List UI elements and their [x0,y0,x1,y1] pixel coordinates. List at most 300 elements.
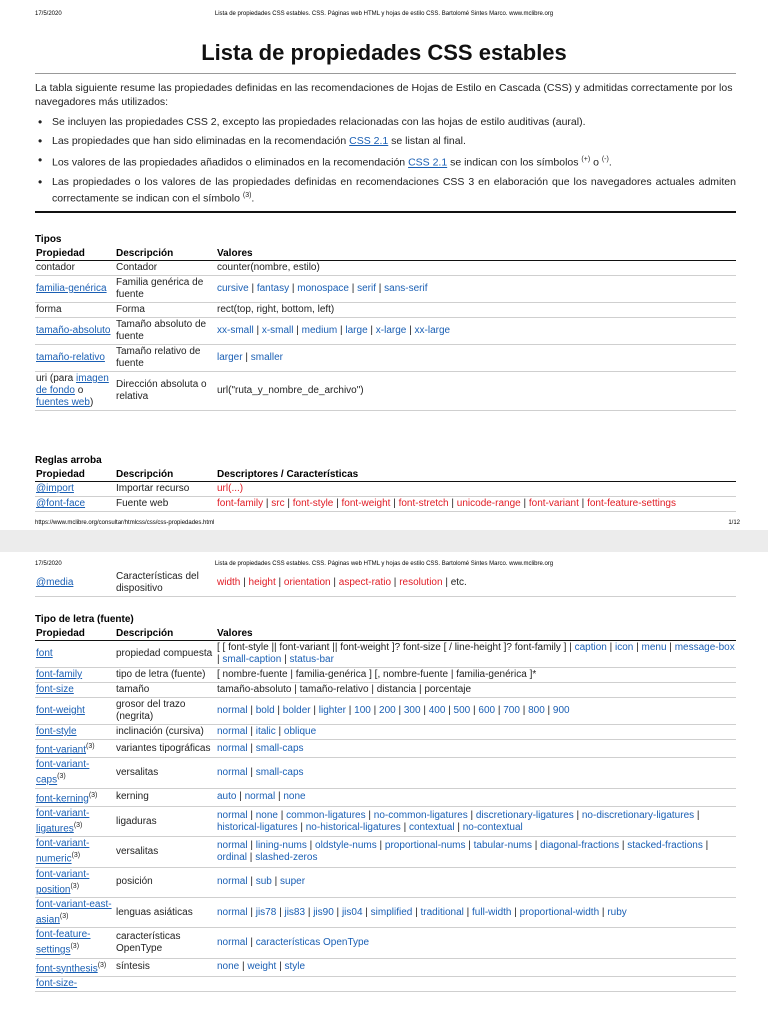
description-cell: variantes tipográficas [115,740,216,758]
value-token[interactable]: auto [217,791,237,803]
value-separator: | [511,906,520,918]
description-cell: grosor del trazo (negrita) [115,698,216,725]
table-row [35,668,736,683]
value-separator: | [333,498,342,509]
value-separator: | [247,809,256,821]
value-token[interactable]: xx-small [217,325,254,336]
property-link[interactable]: @import [36,483,74,494]
value-separator: | [306,839,316,851]
value-token[interactable]: 700 [503,705,520,716]
values-cell [216,976,736,991]
col-header: Descripción [115,468,216,482]
value-token[interactable]: 300 [403,705,421,716]
value-token[interactable]: oldstyle-nums [315,839,377,851]
value-token[interactable]: bold [255,705,275,716]
value-token[interactable]: height [248,577,276,588]
values-cell: rect(top, right, bottom, left) [216,303,736,318]
value-token[interactable]: bolder [282,705,311,716]
value-token[interactable]: menu [641,642,667,653]
value-token[interactable]: serif [357,283,377,294]
values-cell [216,806,736,836]
property-link[interactable]: tamaño-relativo [36,352,105,363]
value-token[interactable]: no-contextual [462,821,523,833]
property-name-cell [35,570,115,597]
css3-marker: (3) [86,743,95,750]
col-header: Descripción [115,247,216,261]
value-token[interactable]: none [283,791,306,803]
value-separator: | [348,283,358,294]
value-token[interactable]: jis90 [313,906,334,918]
value-token[interactable]: common-ligatures [286,809,366,821]
values-cell [216,318,736,345]
value-token[interactable]: normal [217,705,248,716]
value-separator: | [391,577,400,588]
value-token[interactable]: status-bar [289,654,334,665]
print-date: 17/5/2020 [35,11,62,17]
description-cell: ligaduras [115,806,216,836]
value-token[interactable]: aspect-ratio [338,577,392,588]
value-token[interactable]: no-common-ligatures [373,809,468,821]
description-cell: Forma [115,303,216,318]
value-token[interactable]: no-historical-ligatures [305,821,401,833]
table-row [35,928,736,958]
tipos-table [35,247,736,411]
value-token[interactable]: proportional-nums [384,839,466,851]
description-cell: Importar recurso [115,482,216,497]
value-token[interactable]: 900 [552,705,570,716]
table-row [35,641,736,668]
value-token[interactable]: normal [217,742,248,754]
value-separator: | [247,766,256,778]
value-separator: | [293,325,302,336]
table-row [35,897,736,927]
table-row [35,303,736,318]
value-token[interactable]: font-stretch [398,498,449,509]
value-separator: | [239,961,248,973]
property-link[interactable]: @font-face [36,498,86,509]
property-name-cell [35,641,115,668]
value-token[interactable]: width [217,577,241,588]
tipos-section [35,233,736,411]
property-link[interactable]: font-kerning [36,792,89,804]
value-token[interactable]: 600 [478,705,496,716]
description-cell: posición [115,867,216,897]
value-token[interactable]: ordinal [217,851,248,863]
table-row [35,698,736,725]
description-cell: Tamaño relativo de fuente [115,345,216,372]
value-token[interactable]: none [217,961,240,973]
value-token[interactable]: message-box [674,642,735,653]
values-cell [216,928,736,958]
description-cell: Características del dispositivo [115,570,216,597]
property-link[interactable]: font-variant-caps [36,759,90,786]
value-separator: | [275,577,284,588]
value-separator: | [297,821,306,833]
col-header: Propiedad [35,468,115,482]
description-cell: Fuente web [115,497,216,512]
value-separator: | [445,705,454,716]
table-row [35,261,736,276]
table-row [35,276,736,303]
description-cell [115,976,216,991]
property-link[interactable]: imagen de fondo [36,373,109,396]
property-name: contador [36,262,75,273]
value-token[interactable]: jis83 [284,906,306,918]
value-token[interactable]: tabular-nums [473,839,533,851]
value-token[interactable]: cursive [217,283,249,294]
table-row [35,497,736,512]
property-link[interactable]: font-variant [36,744,87,756]
print-date: 17/5/2020 [35,561,62,567]
value-separator: | [247,742,256,754]
property-link[interactable]: font-size [36,684,74,695]
value-token[interactable]: small-caps [255,766,304,778]
value-token[interactable]: x-large [375,325,407,336]
value-separator: | [263,498,272,509]
value-token[interactable]: normal [244,791,276,803]
note-item: • Las propiedades que han sido eliminadas en la recomendación CSS 2.1 se listan al final. [52,134,736,148]
value-token[interactable]: caption [574,642,607,653]
property-link[interactable]: fuentes web [36,397,90,408]
property-name-cell [35,740,115,758]
css3-marker: (3) [70,882,80,890]
value-separator: | [337,325,346,336]
value-separator: | [367,325,376,336]
value-token[interactable]: 400 [428,705,446,716]
value-token[interactable]: xx-large [414,325,451,336]
value-token[interactable]: full-width [472,906,512,918]
css21-link[interactable]: CSS 2.1 [408,156,448,169]
value-token[interactable]: ruby [607,906,627,918]
value-separator: | [666,642,675,653]
value-token[interactable]: monospace [297,283,349,294]
value-token[interactable]: 500 [453,705,471,716]
value-separator: | [247,906,256,918]
value-token[interactable]: font-style [292,498,334,509]
table-row [35,976,736,991]
value-separator: | [370,705,380,716]
value-separator: | [395,705,404,716]
note-item: • Las propiedades o los valores de las propiedades definidas en recomendaciones CSS 3 en elaboración que los navegadores actuales admiten correctamente se indican con el símbolo $^{(3)}$. [52,175,736,206]
value-separator: | [275,726,284,737]
table-row [35,867,736,897]
value-token[interactable]: normal [217,936,248,948]
values-cell [216,958,736,976]
value-separator: | [694,809,700,821]
value-token[interactable]: slashed-zeros [255,851,318,863]
value-separator: | [573,809,582,821]
value-separator: | [276,961,285,973]
value-separator: | [470,705,479,716]
property-link[interactable]: @media [36,577,74,588]
property-link[interactable]: font-synthesis [36,962,98,974]
property-name-cell [35,345,115,372]
css3-marker: (3) [59,912,69,920]
value-separator: | [236,791,245,803]
value-separator: | [406,325,415,336]
value-separator: | [544,705,553,716]
description-cell: Tamaño absoluto de fuente [115,318,216,345]
description-cell: kerning [115,788,216,806]
values-cell [216,698,736,725]
property-name-cell [35,668,115,683]
values-cell: width | height | orientation | aspect-ratio | resolution | etc. [216,570,736,597]
value-token[interactable]: unicode-range [456,498,521,509]
values-cell: [ [ font-style || font-variant || font-weight ]? font-size [ / line-height ]? font-family ] | caption | icon | menu | message-box | small-caption | status-bar [216,641,736,668]
value-token[interactable]: weight [247,961,277,973]
notes-list [52,115,736,210]
value-token[interactable]: características OpenType [255,936,370,948]
value-token[interactable]: 200 [379,705,396,716]
value-token[interactable]: small-caps [255,742,304,754]
value-token[interactable]: diagonal-fractions [540,839,620,851]
value-separator: | [463,906,473,918]
value-token[interactable]: fantasy [256,283,290,294]
value-token[interactable]: normal [217,766,248,778]
table-row [35,345,736,372]
property-name-cell [35,958,115,976]
value-token[interactable]: 100 [354,705,371,716]
value-token[interactable]: larger [217,352,243,363]
property-name-cell [35,867,115,897]
table-row [35,806,736,836]
value-separator: | [305,906,314,918]
value-separator: | [376,839,385,851]
value-token[interactable]: normal [217,876,248,888]
property-link[interactable]: font-weight [36,705,85,716]
value-separator: | [578,498,588,509]
value-token[interactable]: font-family [217,498,264,509]
print-page-number: 1/12 [728,520,740,526]
title-divider [35,73,736,74]
value-separator: | [247,936,256,948]
col-header: Propiedad [35,627,115,641]
col-header: Descripción [115,627,216,641]
description-cell: tipo de letra (fuente) [115,668,216,683]
property-link[interactable]: font-family [36,669,83,680]
print-header [0,8,768,22]
note-item: • Los valores de las propiedades añadidos o eliminados en la recomendación CSS 2.1 se indican con los símbolos (+) o (-). [52,153,736,170]
print-url: https://www.mclibre.org/consultar/htmlcss/css/css-propiedades.html [35,520,215,526]
value-separator: | [284,498,293,509]
value-token[interactable]: jis78 [255,906,277,918]
intro-paragraph: La tabla siguiente resume las propiedades definidas en las recomendaciones de Hojas de Estilo en Cascada (CSS) y admitidas correctamente por los navegadores más utilizados: [35,82,733,108]
values-cell [216,740,736,758]
fuente-table [35,627,736,992]
css3-marker: (3) [71,852,81,860]
value-separator: | [365,809,374,821]
description-cell: Contador [115,261,216,276]
property-name-cell [35,928,115,958]
value-token[interactable]: 800 [528,705,545,716]
value-token[interactable]: normal [217,809,248,821]
values-cell [216,497,736,512]
property-name-cell [35,897,115,927]
value-separator: | [448,498,457,509]
property-link[interactable]: font-style [36,726,77,737]
values-cell [216,345,736,372]
value-token[interactable]: icon [615,642,634,653]
value-separator: | [420,705,429,716]
value-token[interactable]: lighter [318,705,347,716]
value-token[interactable]: stacked-fractions [627,839,703,851]
value-separator: | [390,498,399,509]
property-link[interactable]: font-variant-numeric [36,838,90,865]
value-separator: | [247,726,256,737]
property-name-cell [35,261,115,276]
reglas-table-continued [35,570,736,597]
value-token[interactable]: sans-serif [384,283,428,294]
reglas-continued [35,570,736,597]
css3-marker: (3) [57,773,66,781]
value-separator: | [276,906,285,918]
value-separator: | [289,283,298,294]
value-token[interactable]: historical-ligatures [217,821,298,833]
value-token[interactable]: style [284,961,306,973]
values-cell [216,276,736,303]
property-link[interactable]: font-size- [36,977,78,989]
property-name-cell: uri (para imagen de fondo o fuentes web) [35,372,115,411]
value-token[interactable]: simplified [370,906,413,918]
value-separator: | [247,839,256,851]
table-row [35,758,736,788]
property-link[interactable]: font-variant-position [36,868,90,895]
print-title: Lista de propiedades CSS estables. CSS. Páginas web HTML y hojas de estilo CSS. Bartolomé Sintes Marco. www.mclibre.org [214,11,554,17]
value-separator: | [310,705,319,716]
value-token[interactable]: font-variant [528,498,579,509]
property-name-cell [35,725,115,740]
value-token[interactable]: src [271,498,285,509]
value-token[interactable]: lining-nums [255,839,307,851]
values-cell [216,837,736,867]
value-separator: | [412,906,421,918]
value-token[interactable]: super [280,876,306,888]
property-link[interactable]: tamaño-absoluto [36,325,111,336]
value-token[interactable]: large [345,325,368,336]
value-token[interactable]: orientation [283,577,331,588]
table-row [35,725,736,740]
property-link[interactable]: font [36,648,53,659]
section-title: Tipo de letra (fuente) [35,614,134,625]
value-token[interactable]: discretionary-ligatures [475,809,574,821]
page-gap [0,530,768,552]
values-cell: counter(nombre, estilo) [216,261,736,276]
property-link[interactable]: font-variant-ligatures [36,807,90,835]
value-token[interactable]: small-caption [222,654,282,665]
property-name-cell [35,683,115,698]
values-cell: url("ruta_y_nombre_de_archivo") [216,372,736,411]
value-separator: | [242,352,251,363]
value-separator: | [400,821,409,833]
value-token[interactable]: medium [301,325,338,336]
section-title: Reglas arroba [35,455,102,466]
value-separator: | [247,876,256,888]
value-token[interactable]: x-small [261,325,294,336]
value-separator: | [532,839,541,851]
property-link[interactable]: font-variant-east-asian [36,898,112,926]
table-row [35,837,736,867]
value-token[interactable]: contextual [408,821,455,833]
property-name-cell [35,698,115,725]
value-token[interactable]: sub [255,876,272,888]
value-separator: | [495,705,504,716]
property-name-cell [35,976,115,991]
value-token[interactable]: no-discretionary-ligatures [581,809,695,821]
value-separator: | [519,705,529,716]
value-token[interactable]: normal [217,906,248,918]
property-link[interactable]: familia-genérica [36,283,107,294]
value-separator: | [253,325,262,336]
css3-marker: (3) [88,791,98,799]
note-item: • Se incluyen las propiedades CSS 2, excepto las propiedades relacionadas con las hojas de estilo auditivas (aural). [52,115,736,129]
print-footer [0,518,768,530]
value-separator: | [619,839,628,851]
section-title: Tipos [35,234,62,245]
property-name-cell [35,303,115,318]
values-cell [216,758,736,788]
description-cell: versalitas [115,758,216,788]
pdf-page-2 [0,552,768,1024]
value-token[interactable]: none [255,809,278,821]
value-token[interactable]: font-feature-settings [587,498,676,509]
value-token[interactable]: url(...) [217,483,244,494]
css3-marker: (3) [97,961,107,969]
print-title: Lista de propiedades CSS estables. CSS. Páginas web HTML y hojas de estilo CSS. Bartolomé Sintes Marco. www.mclibre.org [214,561,554,567]
value-separator: | [271,876,281,888]
description-cell: síntesis [115,958,216,976]
css21-link[interactable]: CSS 2.1 [349,135,389,147]
table-row [35,740,736,758]
value-token[interactable]: traditional [420,906,464,918]
value-separator: | [240,577,249,588]
section-divider [35,211,736,213]
value-token[interactable]: resolution [399,577,443,588]
property-link[interactable]: font-feature-settings [36,929,91,956]
value-token[interactable]: font-weight [341,498,391,509]
property-name-cell [35,788,115,806]
value-separator: | [520,498,529,509]
value-separator: | [467,809,476,821]
description-cell: características OpenType [115,928,216,958]
property-name-cell [35,758,115,788]
description-cell: tamaño [115,683,216,698]
value-token[interactable]: italic [255,726,276,737]
css3-marker: (3) [70,943,80,951]
value-separator: | [454,821,463,833]
value-separator: | [333,906,342,918]
description-cell: inclinación (cursiva) [115,725,216,740]
value-separator: | [702,839,709,851]
reglas-section [35,454,736,512]
value-token[interactable]: smaller [250,352,283,363]
description-cell: versalitas [115,837,216,867]
fuente-section [35,613,736,992]
reglas-table [35,468,736,512]
value-token[interactable]: normal [217,839,248,851]
description-cell: Familia genérica de fuente [115,276,216,303]
property-name-cell [35,837,115,867]
value-separator: | [376,283,385,294]
values-cell: tamaño-absoluto | tamaño-relativo | distancia | porcentaje [216,683,736,698]
table-row [35,958,736,976]
value-separator: | [277,809,287,821]
value-token[interactable]: proportional-width [519,906,600,918]
value-token[interactable]: jis04 [341,906,363,918]
value-separator: | [599,906,608,918]
value-token[interactable]: normal [217,726,248,737]
value-token[interactable]: oblique [283,726,317,737]
value-separator: | [362,906,371,918]
